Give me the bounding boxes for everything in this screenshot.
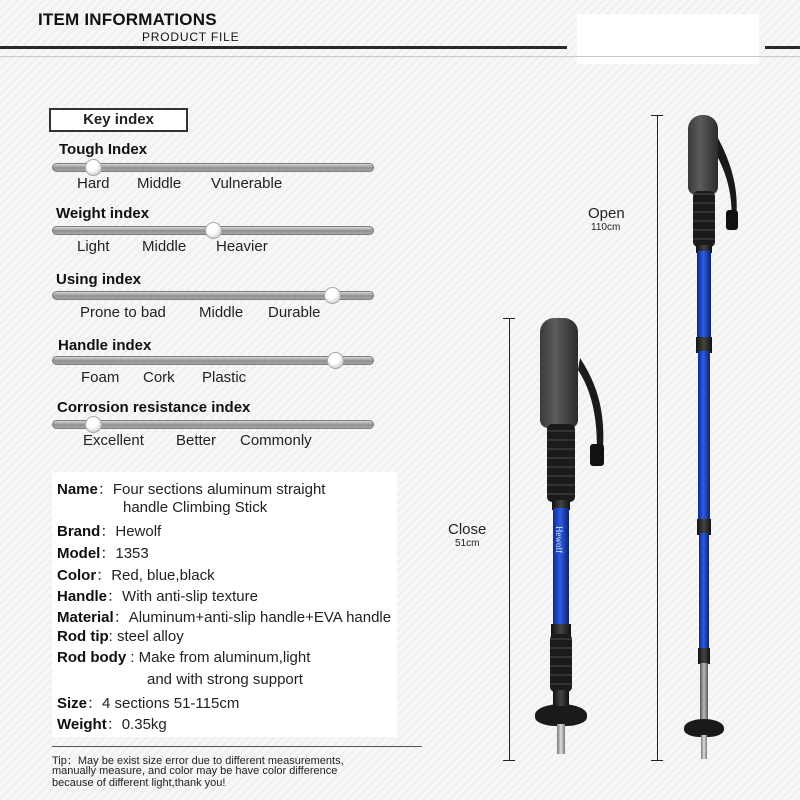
open-dimension-line <box>657 115 658 760</box>
tip-line-3: because of different light,thank you! <box>52 777 226 789</box>
tip-line-2: manually measure, and color may be have color difference <box>52 765 338 777</box>
spec-model: Model：1353 <box>57 545 149 562</box>
using-index-knob <box>324 287 341 304</box>
tough-option-middle: Middle <box>137 175 182 192</box>
handle-index-knob <box>327 352 344 369</box>
spec-rod-body: Rod body : Make from aluminum,light <box>57 649 311 666</box>
tip-divider <box>52 746 422 747</box>
open-pole-image <box>684 115 744 765</box>
close-length: 51cm <box>455 538 480 549</box>
spec-brand: Brand：Hewolf <box>57 523 162 540</box>
handle-option-plastic: Plastic <box>202 369 247 386</box>
corrosion-option-commonly: Commonly <box>240 432 312 449</box>
using-option-prone-to-bad: Prone to bad <box>80 304 166 321</box>
using-option-durable: Durable <box>268 304 321 321</box>
weight-option-light: Light <box>77 238 110 255</box>
close-dimension-bottom-tick <box>503 760 515 761</box>
weight-index-title: Weight index <box>56 205 150 222</box>
close-dimension-line <box>509 318 510 760</box>
header-divider-left <box>0 46 567 49</box>
corrosion-index-title: Corrosion resistance index <box>57 399 251 416</box>
spec-rod-tip: Rod tip: steel alloy <box>57 628 184 645</box>
using-option-middle: Middle <box>199 304 244 321</box>
open-length: 110cm <box>591 222 621 233</box>
open-dimension-bottom-tick <box>651 760 663 761</box>
handle-index-slider <box>52 356 374 365</box>
header-divider-right <box>765 46 800 49</box>
tough-option-vulnerable: Vulnerable <box>211 175 283 192</box>
tough-index-knob <box>85 159 102 176</box>
tip-line-1: Tip：May be exist size error due to different measurements, <box>52 755 344 767</box>
spec-size: Size：4 sections 51-115cm <box>57 695 240 712</box>
handle-option-cork: Cork <box>143 369 175 386</box>
page-title: ITEM INFORMATIONS <box>38 10 217 29</box>
spec-name-cont: handle Climbing Stick <box>123 499 268 516</box>
corrosion-index-knob <box>85 416 102 433</box>
page-subtitle: PRODUCT FILE <box>142 30 240 44</box>
open-label: Open <box>588 205 625 222</box>
spec-color: Color：Red, blue,black <box>57 567 215 584</box>
corrosion-option-excellent: Excellent <box>83 432 144 449</box>
close-dimension-top-tick <box>503 318 515 319</box>
spec-handle: Handle：With anti-slip texture <box>57 588 258 605</box>
spec-material: Material：Aluminum+anti-slip handle+EVA handle <box>57 609 392 626</box>
spec-weight: Weight：0.35kg <box>57 716 167 733</box>
close-label: Close <box>448 521 487 538</box>
weight-option-middle: Middle <box>142 238 187 255</box>
handle-option-foam: Foam <box>81 369 120 386</box>
tough-index-title: Tough Index <box>59 141 148 158</box>
closed-pole-brand-print: Hewolf <box>554 526 564 553</box>
using-index-title: Using index <box>56 271 142 288</box>
key-index-label: Key index <box>49 108 188 132</box>
handle-index-title: Handle index <box>58 337 152 354</box>
spec-name: Name：Four sections aluminum straight <box>57 481 326 498</box>
weight-option-heavier: Heavier <box>216 238 268 255</box>
corrosion-option-better: Better <box>176 432 217 449</box>
header-rule <box>0 56 800 57</box>
weight-index-knob <box>205 222 222 239</box>
tough-option-hard: Hard <box>77 175 110 192</box>
open-dimension-top-tick <box>651 115 663 116</box>
spec-rod-body-cont: and with strong support <box>147 671 303 688</box>
closed-pole-image <box>538 318 628 763</box>
